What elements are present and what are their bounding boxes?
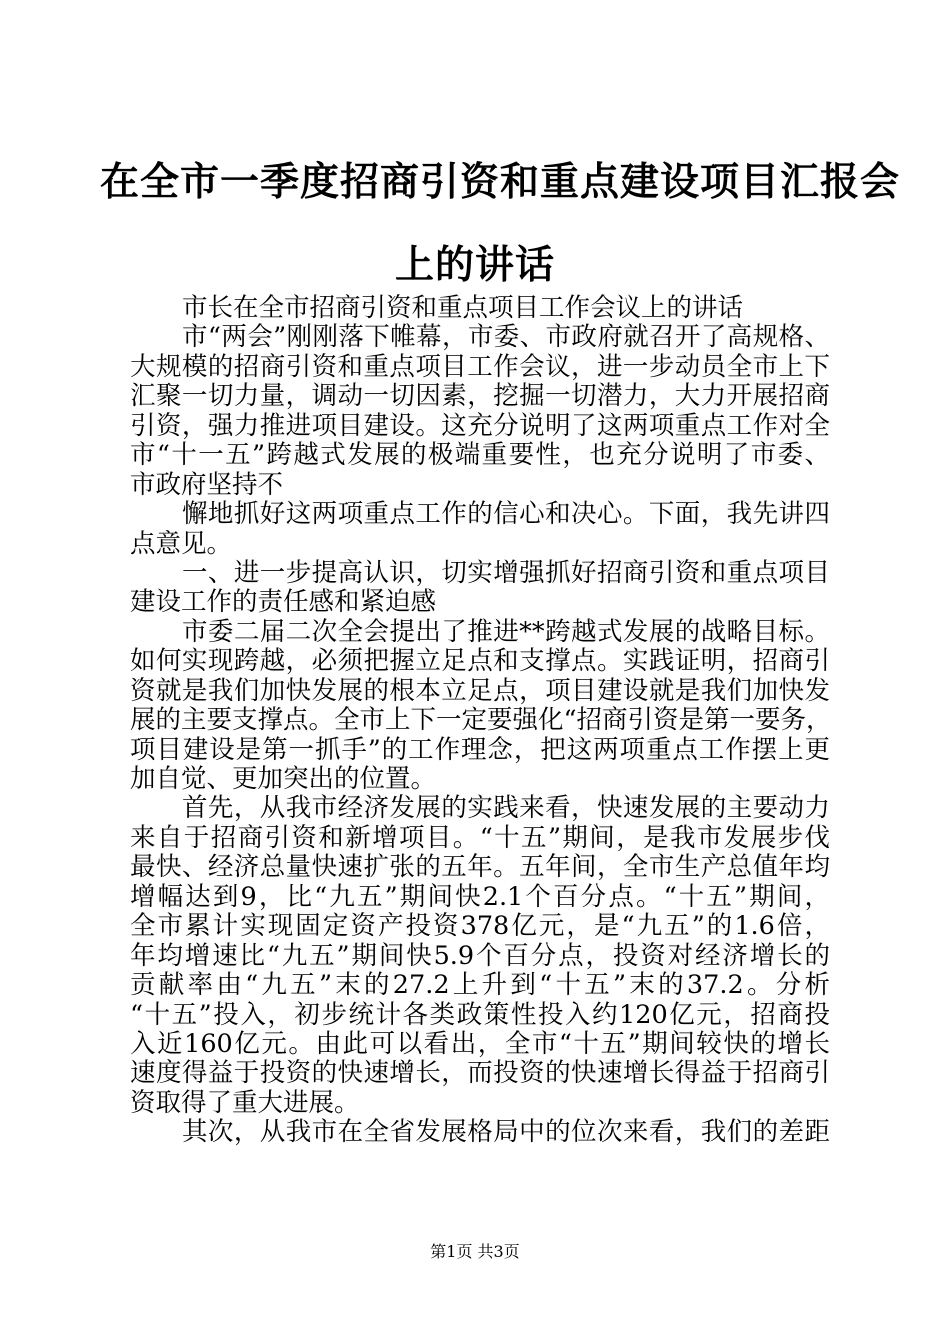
body-line: 首先，从我市经济发展的实践来看，快速发展的主要动力 xyxy=(182,793,830,824)
page-footer: 第1页 共3页 xyxy=(430,1242,520,1261)
body-line: 展的主要支撑点。全市上下一定要强化“招商引资是第一要务， xyxy=(130,705,832,736)
body-line: 市委二届二次全会提出了推进**跨越式发展的战略目标。 xyxy=(182,616,830,647)
body-line: 市“两会”刚刚落下帷幕，市委、市政府就召开了高规格、 xyxy=(182,322,830,353)
body-line: 引资，强力推进项目建设。这充分说明了这两项重点工作对全 xyxy=(130,410,830,441)
body-line: 汇聚一切力量，调动一切因素，挖掘一切潜力，大力开展招商 xyxy=(130,381,830,412)
body-line: 如何实现跨越，必须把握立足点和支撑点。实践证明，招商引 xyxy=(130,646,830,677)
body-line: 最快、经济总量快速扩张的五年。五年间，全市生产总值年均 xyxy=(130,852,830,883)
body-line: “十五”投入，初步统计各类政策性投入约120亿元，招商投 xyxy=(130,999,830,1030)
body-line: 项目建设是第一抓手”的工作理念，把这两项重点工作摆上更 xyxy=(130,734,830,765)
body-line: 增幅达到9，比“九五”期间快2.1个百分点。“十五”期间， xyxy=(130,881,830,912)
body-line: 贡献率由“九五”末的27.2上升到“十五”末的37.2。分析 xyxy=(130,970,830,1001)
document-title-line-2: 上的讲话 xyxy=(394,242,555,288)
body-line: 来自于招商引资和新增项目。“十五”期间，是我市发展步伐 xyxy=(130,822,830,853)
body-line: 建设工作的责任感和紧迫感 xyxy=(130,587,437,618)
body-line: 加自觉、更加突出的位置。 xyxy=(130,764,437,794)
body-line: 市长在全市招商引资和重点项目工作会议上的讲话 xyxy=(182,293,744,323)
body-line: 入近160亿元。由此可以看出，全市“十五”期间较快的增长 xyxy=(130,1028,830,1059)
body-line: 其次，从我市在全省发展格局中的位次来看，我们的差距 xyxy=(182,1117,830,1148)
body-line: 大规模的招商引资和重点项目工作会议，进一步动员全市上下 xyxy=(130,351,830,382)
document-title-line-1: 在全市一季度招商引资和重点建设项目汇报会 xyxy=(100,159,901,205)
body-line: 市“十一五”跨越式发展的极端重要性，也充分说明了市委、 xyxy=(130,440,830,471)
body-line: 资取得了重大进展。 xyxy=(130,1087,360,1118)
document-body xyxy=(130,294,830,1148)
body-line: 点意见。 xyxy=(130,528,233,559)
body-line: 年均增速比“九五”期间快5.9个百分点，投资对经济增长的 xyxy=(130,940,830,971)
body-line: 资就是我们加快发展的根本立足点，项目建设就是我们加快发 xyxy=(130,675,830,706)
body-line: 一、进一步提高认识，切实增强抓好招商引资和重点项目 xyxy=(182,557,830,588)
body-line: 市政府坚持不 xyxy=(130,469,284,500)
body-line: 懈地抓好这两项重点工作的信心和决心。下面，我先讲四 xyxy=(182,499,830,530)
body-line: 全市累计实现固定资产投资378亿元，是“九五”的1.6倍， xyxy=(130,911,830,942)
body-line: 速度得益于投资的快速增长，而投资的快速增长得益于招商引 xyxy=(130,1058,830,1089)
